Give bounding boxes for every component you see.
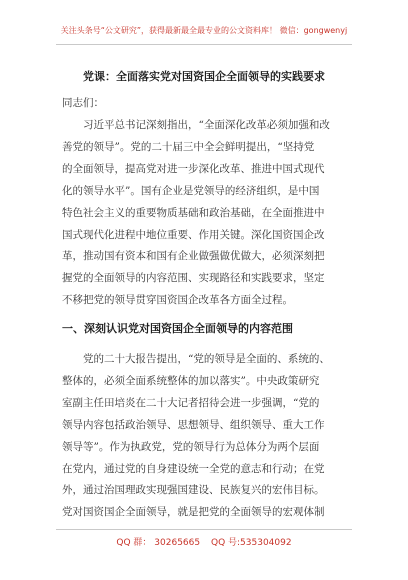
paragraph-intro <box>62 115 354 312</box>
qq-number: QQ 号:535304092 <box>210 538 292 548</box>
paragraph-line: 善党的领导”。党的二十届三中全会鲜明提出，“坚持党 <box>62 140 315 153</box>
paragraph-line: 领导等”。作为执政党，党的领导行为总体分为两个层面 <box>62 440 320 453</box>
paragraph-line: 国式现代化进程中地位重要、作用关键。深化国资国企改 <box>62 228 325 241</box>
paragraph-line: 外，通过治国理政实现强国建设、民族复兴的宏伟目标。 <box>62 484 325 497</box>
document-title: 党课：全面落实党对国资国企全面领导的实践要求 <box>83 70 325 83</box>
paragraph-line: 整体的，必须全面系统整体的加以落实”。中央政策研究 <box>62 374 320 387</box>
paragraph-line: 在党内，通过党的自身建设统一全党的意志和行动；在党 <box>62 462 325 475</box>
paragraph-line: 领导内容包括政治领导、思想领导、组织领导、重大工作 <box>62 418 325 431</box>
paragraph-line: 党的二十大报告提出，“党的领导是全面的、系统的、 <box>83 353 330 365</box>
header-banner: 关注头条号“公文研究”，获得最新最全最专业的公文资料库！ 微信：gongwenyj <box>60 26 348 35</box>
paragraph-line: 不移把党的领导贯穿国资国企改革各方面全过程。 <box>62 294 293 307</box>
footer-divider <box>56 529 352 530</box>
greeting: 同志们： <box>62 97 104 109</box>
paragraph-line: 握党的全面领导的内容范围、实现路径和实践要求，坚定 <box>62 272 325 285</box>
paragraph-line: 习近平总书记深刻指出，“全面深化改革必须加强和改 <box>83 119 330 131</box>
paragraph-line: 的全面领导，提高党对进一步深化改革、推进中国式现代 <box>62 162 325 175</box>
footer-contacts <box>0 535 408 548</box>
paragraph-line: 特色社会主义的重要物质基础和政治基础，在全面推进中 <box>62 206 325 219</box>
paragraph-line: 室副主任田培炎在二十大记者招待会进一步强调，“党的 <box>62 396 320 409</box>
qq-group-number: QQ 群： 30265665 <box>116 538 201 548</box>
header-divider <box>56 44 352 45</box>
paragraph-line: 革，推动国有资本和国有企业做强做优做大，必须深刻把 <box>62 250 325 263</box>
paragraph-line: 党对国资国企全面领导，就是把党的全面领导的宏观体制 <box>62 506 325 519</box>
paragraph-line: 化的领导水平”。国有企业是党领导的经济组织，是中国 <box>62 184 320 197</box>
section-heading: 一、深刻认识党对国资国企全面领导的内容范围 <box>62 322 293 335</box>
paragraph-section1 <box>62 349 354 524</box>
